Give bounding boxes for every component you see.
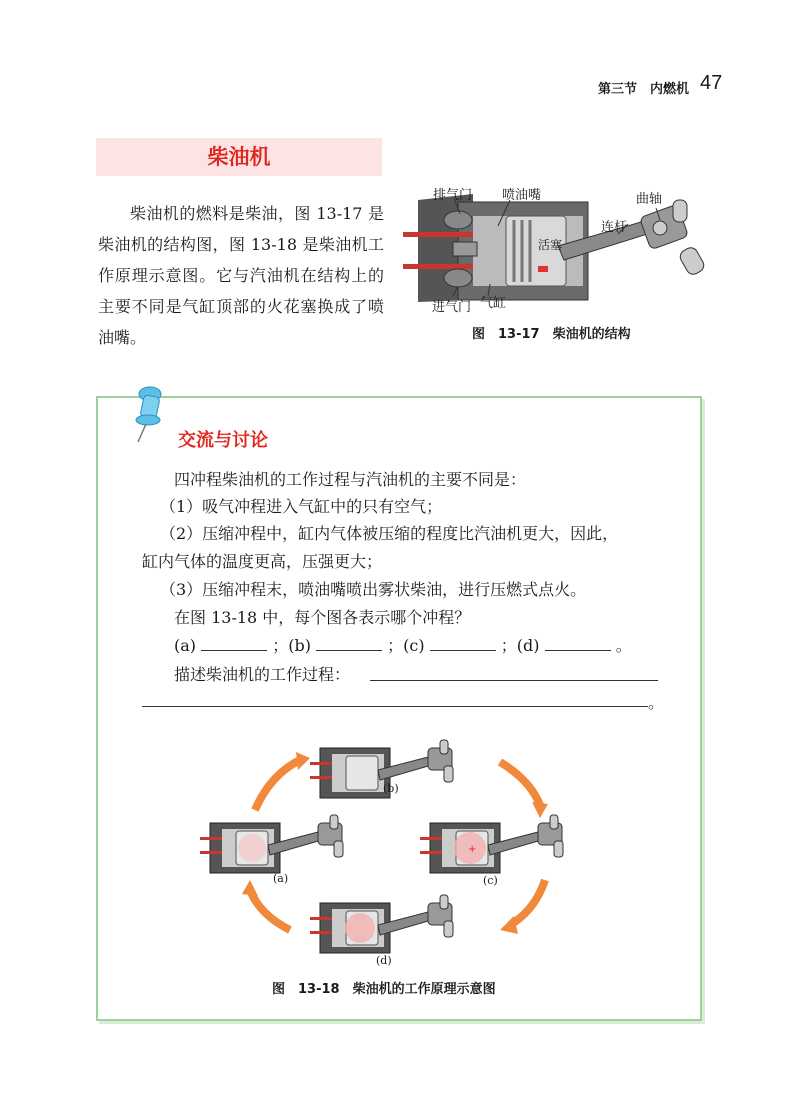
describe-answer-line-1[interactable] — [370, 680, 658, 681]
page-number: 47 — [700, 72, 723, 94]
running-header-section: 第三节 内燃机 — [598, 82, 690, 97]
blank-label-a: (a) — [174, 636, 197, 655]
stroke-answer-line — [174, 633, 632, 656]
answer-blank-d[interactable] — [545, 636, 611, 651]
label-piston: 活塞 — [538, 238, 563, 252]
describe-end: 。 — [648, 693, 665, 712]
fig18-label-d: (d) — [376, 954, 392, 967]
label-crankshaft: 曲轴 — [636, 192, 663, 207]
label-cylinder: 气缸 — [480, 296, 507, 311]
figure-18-caption: 图 13-18 柴油机的工作原理示意图 — [272, 982, 496, 997]
label-connecting-rod: 连杆 — [601, 220, 628, 235]
discussion-line: （1）吸气冲程进入气缸中的只有空气； — [160, 497, 443, 516]
intro-paragraph: 柴油机的燃料是柴油，图 13-17 是柴油机的结构图，图 13-18 是柴油机工作原理示意图。它与汽油机在结构上的主要不同是气缸顶部的火花塞换成了喷油嘴。 — [98, 204, 384, 347]
answer-blank-a[interactable] — [201, 636, 267, 651]
blank-line-end: 。 — [615, 636, 632, 655]
blank-label-c: ；(c) — [387, 636, 425, 655]
section-title: 柴油机 — [207, 145, 271, 169]
fig18-label-c: (c) — [483, 874, 498, 887]
discussion-line: （2）压缩冲程中，缸内气体被压缩的程度比汽油机更大，因此， — [160, 524, 619, 543]
describe-prompt: 描述柴油机的工作过程： — [174, 665, 351, 684]
discussion-line: 在图 13-18 中，每个图各表示哪个冲程？ — [174, 608, 471, 627]
blank-label-d: ；(d) — [500, 636, 540, 655]
figure-17-caption: 图 13-17 柴油机的结构 — [472, 327, 631, 342]
diesel-engine-structure-figure — [398, 180, 718, 325]
discussion-line: 缸内气体的温度更高，压强更大； — [142, 552, 383, 571]
label-injector: 喷油嘴 — [502, 188, 542, 203]
fig18-label-a: (a) — [273, 872, 289, 885]
answer-blank-c[interactable] — [430, 636, 496, 651]
svg-text:+: + — [468, 844, 477, 855]
describe-answer-line-2[interactable] — [142, 706, 648, 707]
discussion-title: 交流与讨论 — [178, 430, 268, 451]
blank-label-b: ；(b) — [272, 636, 311, 655]
discussion-line: 四冲程柴油机的工作过程与汽油机的主要不同是： — [174, 470, 527, 489]
label-intake-valve: 进气门 — [432, 300, 472, 315]
diesel-working-principle-figure — [200, 730, 600, 970]
four-stroke-cycle-illustration — [200, 730, 600, 970]
answer-blank-b[interactable] — [316, 636, 382, 651]
label-exhaust-valve: 排气门 — [433, 188, 473, 203]
pushpin-icon — [126, 384, 166, 444]
fig18-label-b: (b) — [383, 782, 399, 795]
discussion-line: （3）压缩冲程末，喷油嘴喷出雾状柴油，进行压燃式点火。 — [160, 580, 587, 599]
